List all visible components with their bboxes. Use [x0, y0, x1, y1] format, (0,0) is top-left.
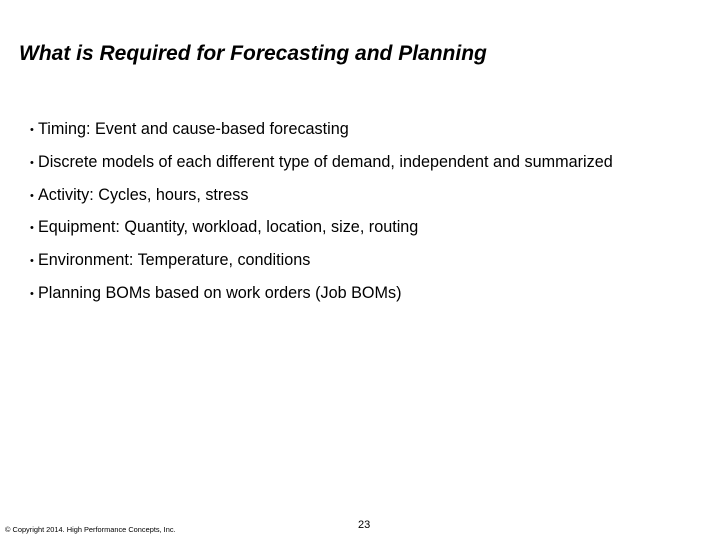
- bullet-item: [30, 214, 700, 247]
- bullet-item: [30, 280, 700, 313]
- bullet-text: Timing: Event and cause-based forecasting: [38, 120, 349, 138]
- bullet-dot-icon: •: [30, 124, 34, 136]
- bullet-item: [30, 247, 700, 280]
- bullet-text: Discrete models of each different type of demand, independent and summarized: [38, 152, 613, 171]
- bullet-text: Environment: Temperature, conditions: [38, 251, 311, 270]
- bullet-text: Equipment: Quantity, workload, location, size, routing: [38, 218, 419, 237]
- bullet-text: Planning BOMs based on work orders (Job BOMs): [38, 283, 402, 302]
- bullet-dot-icon: •: [30, 255, 34, 268]
- slide-title: What is Required for Forecasting and Planning: [19, 42, 487, 65]
- bullet-item: [30, 116, 700, 149]
- copyright-footer: © Copyright 2014. High Performance Concepts, Inc.: [5, 525, 176, 534]
- bullet-dot-icon: •: [30, 287, 34, 300]
- bullet-dot-icon: •: [30, 156, 34, 169]
- bullet-item: [30, 182, 700, 215]
- bullet-dot-icon: •: [30, 189, 34, 202]
- bullet-text: Activity: Cycles, hours, stress: [38, 185, 249, 204]
- page-number: 23: [358, 519, 371, 531]
- bullet-list: [30, 116, 700, 313]
- bullet-dot-icon: •: [30, 222, 34, 235]
- bullet-item: [30, 149, 700, 182]
